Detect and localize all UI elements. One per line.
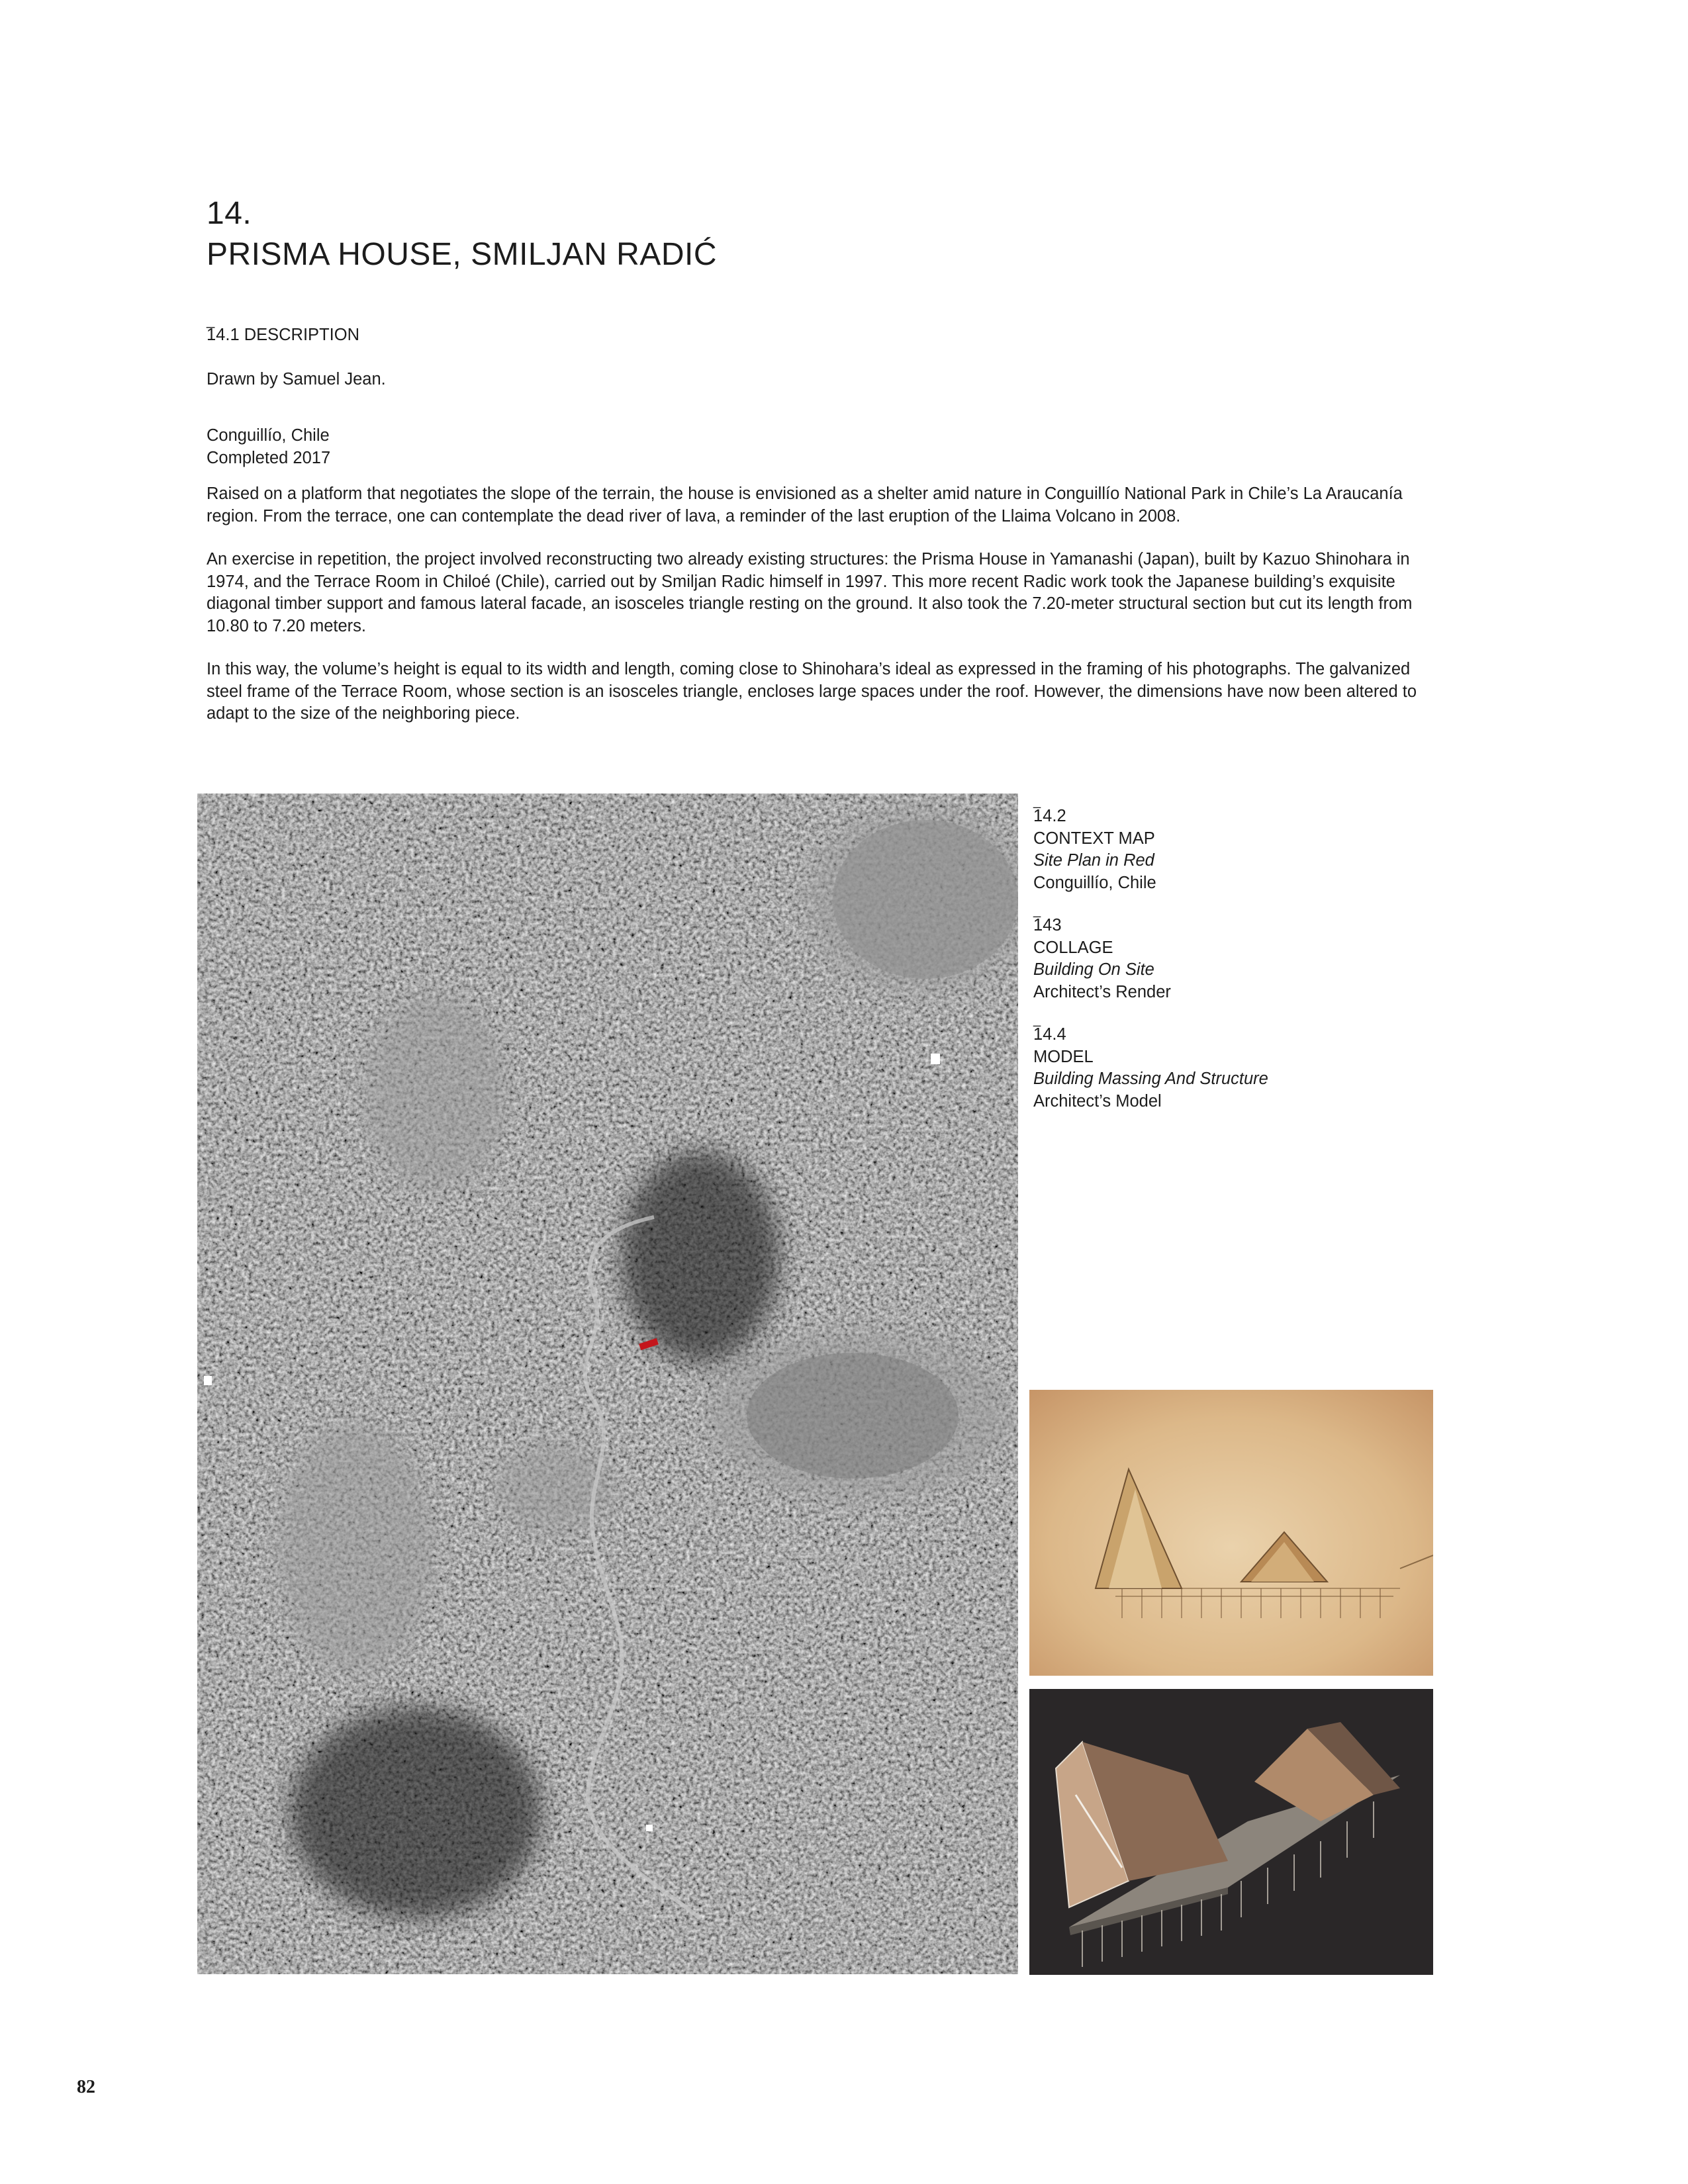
caption-dash: _: [1033, 903, 1041, 918]
caption-number: 14.2: [1033, 807, 1066, 825]
chapter-title: PRISMA HOUSE, SMILJAN RADIĆ: [207, 237, 717, 272]
description-paragraph: [207, 483, 1444, 527]
caption-number: 14.4: [1033, 1025, 1066, 1044]
caption-source: Architect’s Render: [1033, 982, 1171, 1001]
credit-line: [207, 369, 1444, 391]
figure-captions: [1033, 794, 1444, 1125]
paragraph-1: Raised on a platform that negotiates the slope of the terrain, the house is envisioned as a shelter amid nature in Conguillío National Park in Chile’s La Araucanía region. From the terrace, one can contemplate the dead river of lava, a reminder of the last eruption of the Llaima Volcano in 2008.: [207, 484, 1403, 525]
caption-number: 143: [1033, 916, 1062, 934]
caption-source: Architect’s Model: [1033, 1091, 1162, 1111]
location-block: [207, 425, 1444, 469]
caption-subtitle: Site Plan in Red: [1033, 851, 1154, 870]
caption-subtitle: Building Massing And Structure: [1033, 1069, 1268, 1088]
section-dash: _: [207, 312, 215, 328]
description-section: [207, 312, 1444, 347]
caption-collage: [1033, 903, 1444, 1003]
paragraph-3: In this way, the volume’s height is equal to its width and length, coming close to Shinohara’s ideal as expressed in the framing of his photographs. The galvanized steel frame of the Terrace Room, whose section is an isosceles triangle, encloses large spaces under the roof. However, the dimensions have now been altered to adapt to the size of the neighboring piece.: [207, 660, 1417, 723]
caption-context-map: [1033, 794, 1444, 894]
caption-dash: _: [1033, 1013, 1041, 1027]
completed-text: Completed 2017: [207, 448, 331, 467]
description-paragraph: [207, 659, 1444, 725]
description-paragraph: [207, 549, 1444, 637]
caption-subtitle: Building On Site: [1033, 960, 1154, 979]
caption-source: Conguillío, Chile: [1033, 873, 1156, 892]
section-heading: 14.1 DESCRIPTION: [207, 326, 359, 344]
location-text: Conguillío, Chile: [207, 426, 330, 445]
caption-model: [1033, 1013, 1444, 1113]
chapter-number: 14.: [207, 196, 252, 231]
page-number: 82: [77, 2077, 95, 2097]
credit-text: Drawn by Samuel Jean.: [207, 370, 386, 388]
caption-type: CONTEXT MAP: [1033, 829, 1155, 848]
caption-dash: _: [1033, 794, 1041, 809]
context-map-image: [197, 794, 1018, 1974]
caption-type: MODEL: [1033, 1047, 1094, 1066]
chapter-header: [207, 193, 1464, 275]
model-photo-image: [1029, 1689, 1433, 1975]
caption-type: COLLAGE: [1033, 938, 1113, 957]
paragraph-2: An exercise in repetition, the project involved reconstructing two already existing structures: the Prisma House in Yamanashi (Japan), built by Kazuo Shinohara in 1974, and the Terrace Room in Chiloé (Chile), carried out by Smiljan Radic himself in 1997. This more recent Radic work took the Japanese building’s exquisite diagonal timber support and famous lateral facade, an isosceles triangle resting on the ground. It also took the 7.20-meter structural section but cut its length from 10.80 to 7.20 meters.: [207, 550, 1413, 635]
collage-render-image: [1029, 1390, 1433, 1676]
